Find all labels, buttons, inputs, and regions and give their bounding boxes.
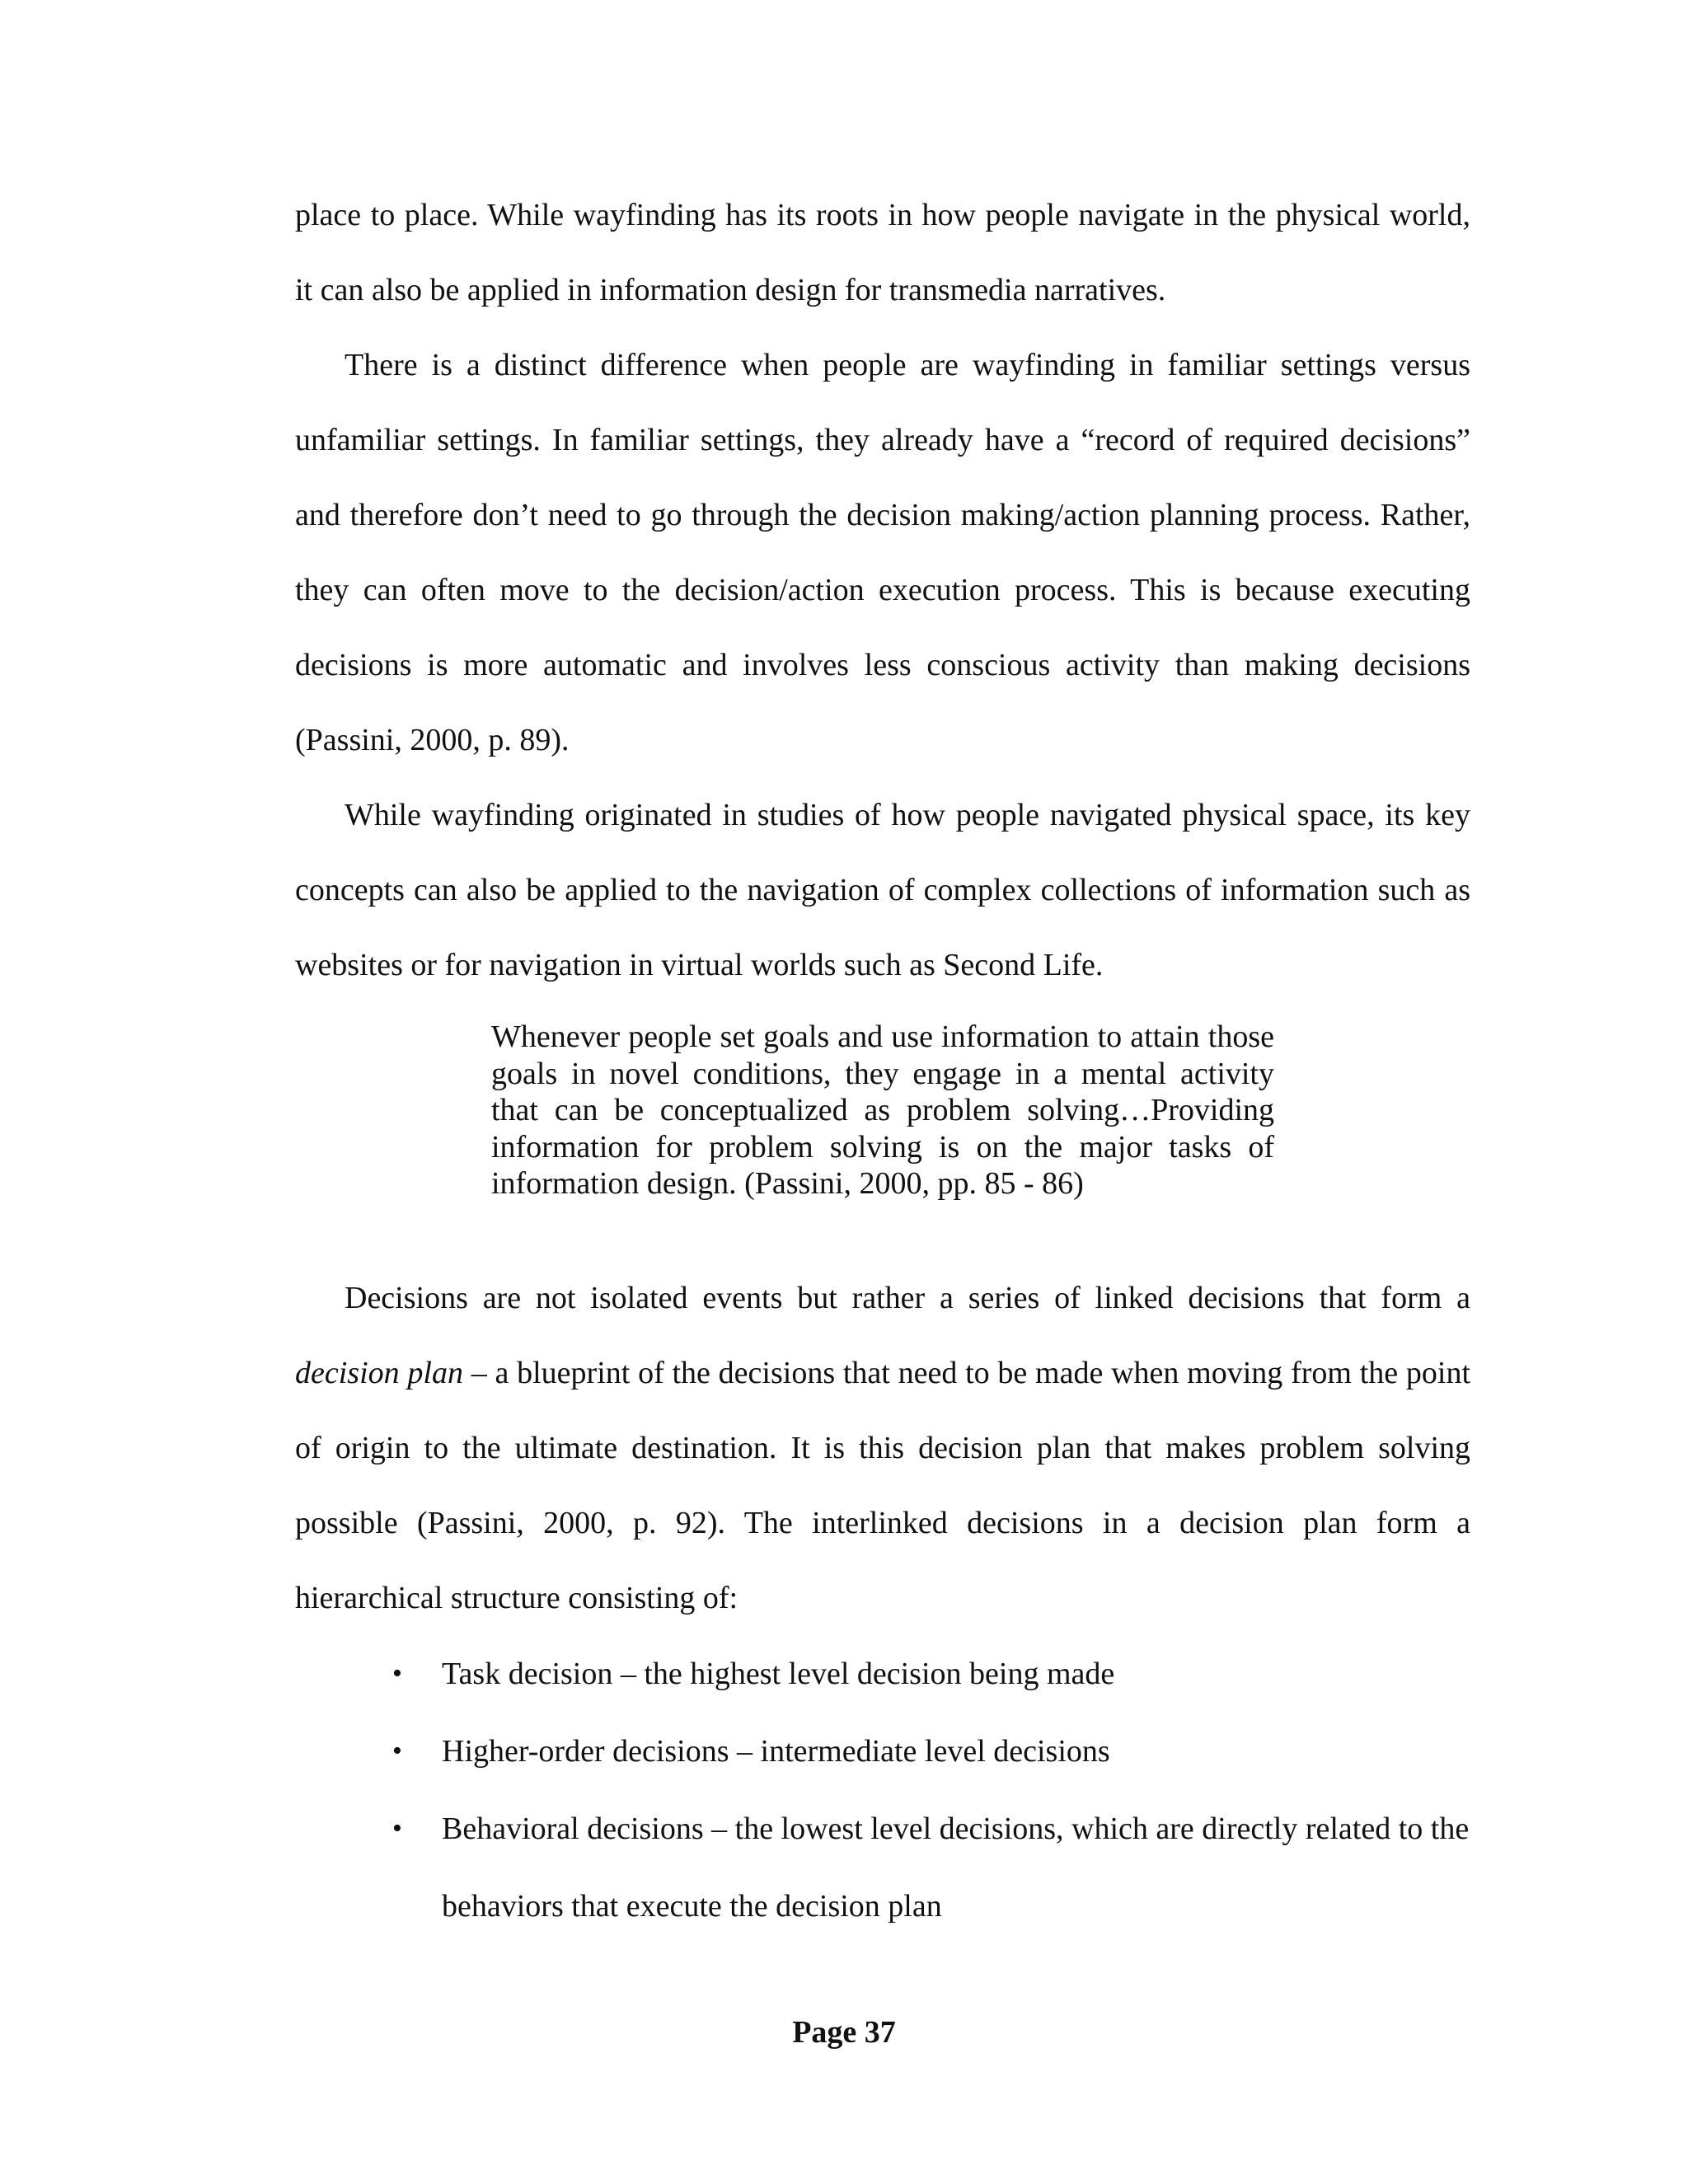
decision-plan-term: decision plan [295, 1356, 463, 1390]
list-item-text: Task decision – the highest level decision being made [442, 1657, 1115, 1691]
list-item [387, 1790, 1470, 1945]
decision-hierarchy-list [387, 1635, 1470, 1945]
paragraph-wayfinding-origins: While wayfinding originated in studies of how people navigated physical space, its key concepts can also be applied to the navigation of complex collections of information such as websites or for navigation in virtual worlds such as Second Life. [295, 798, 1470, 982]
list-item [387, 1713, 1470, 1790]
paragraph-continuation: place to place. While wayfinding has its roots in how people navigate in the physical world, it can also be applied in information design for transmedia narratives. [295, 198, 1470, 307]
decision-plan-lead: Decisions are not isolated events but rather a series of linked decisions that form a [345, 1281, 1470, 1315]
page-number: Page 37 [792, 2015, 896, 2050]
paragraph-decision-plan [295, 1261, 1470, 1636]
list-item [387, 1635, 1470, 1713]
bullet-icon: • [392, 1736, 402, 1766]
bullet-icon: • [392, 1813, 402, 1844]
list-item-text: Behavioral decisions – the lowest level decisions, which are directly related to the behaviors that execute the decision plan [442, 1811, 1470, 1924]
decision-plan-rest: – a blueprint of the decisions that need to be made when moving from the point of origin to the ultimate destination. It is this decision plan that makes problem solving possible (Passini, 2000, p. 92). The interlinked decisions in a decision plan form a hierarchical structure consisting of: [295, 1356, 1470, 1615]
bullet-icon: • [392, 1658, 402, 1689]
list-item-text: Higher-order decisions – intermediate level decisions [442, 1734, 1110, 1769]
paragraph-familiar-settings: There is a distinct difference when people are wayfinding in familiar settings versus unfamiliar settings. In familiar settings, they already have a “record of required decisions” and therefore don’t need to go through the decision making/action planning process. Rather, they can often move to the decision/action execution process. This is because executing decisions is more automatic and involves less conscious activity than making decisions (Passini, 2000, p. 89). [295, 348, 1470, 757]
block-quote: Whenever people set goals and use information to attain those goals in novel conditions, they engage in a mental activity that can be conceptualized as problem solving…Providing information for problem solving is on the major tasks of information design. (Passini, 2000, pp. 85 - 86) [491, 1019, 1274, 1201]
body-text-lower [295, 1261, 1470, 1636]
body-text-upper [295, 178, 1470, 1003]
